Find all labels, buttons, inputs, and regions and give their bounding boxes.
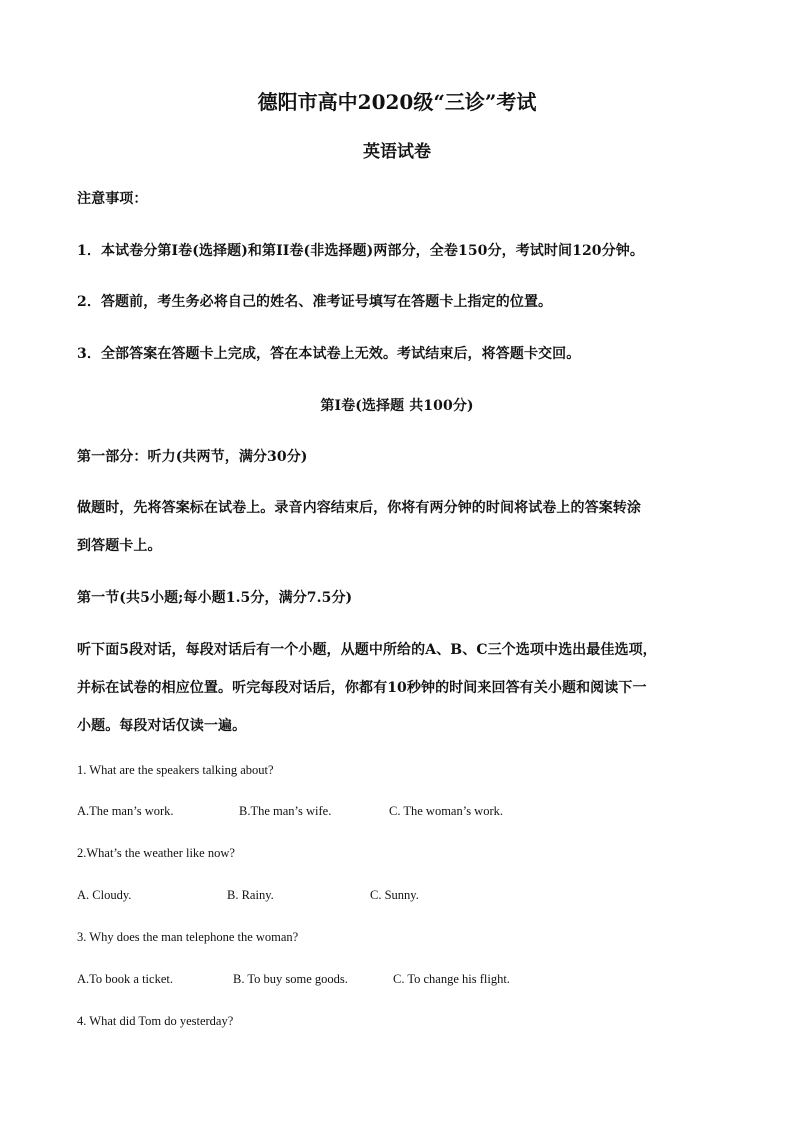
question-1-option-c: C. The woman’s work. bbox=[389, 804, 503, 818]
question-1-stem: 1. What are the speakers talking about? bbox=[77, 763, 274, 777]
notice-item-2: 2．答题前，考生务必将自己的姓名、准考证号填写在答题卡上指定的位置。 bbox=[77, 294, 553, 310]
part1-instruction-line-1: 做题时，先将答案标在试卷上。录音内容结束后，你将有两分钟的时间将试卷上的答案转涂 bbox=[77, 500, 641, 516]
question-3-option-a: A.To book a ticket. bbox=[77, 972, 173, 986]
part1-instruction-line-2: 到答题卡上。 bbox=[77, 538, 162, 554]
question-2-option-a: A. Cloudy. bbox=[77, 888, 132, 902]
exam-title: 德阳市高中2020级“三诊”考试 bbox=[257, 90, 537, 114]
volume1-title: 第I卷(选择题 共100分) bbox=[320, 398, 474, 414]
section1-instruction-line-2: 并标在试卷的相应位置。听完每段对话后，你都有10秒钟的时间来回答有关小题和阅读下一 bbox=[77, 680, 647, 696]
section1-title: 第一节(共5小题;每小题1.5分，满分7.5分) bbox=[77, 590, 353, 606]
question-1-option-b: B.The man’s wife. bbox=[239, 804, 332, 818]
question-1-option-a: A.The man’s work. bbox=[77, 804, 174, 818]
question-3-stem: 3. Why does the man telephone the woman? bbox=[77, 930, 299, 944]
notice-heading: 注意事项： bbox=[77, 191, 148, 207]
question-2-option-c: C. Sunny. bbox=[370, 888, 419, 902]
section1-instruction-line-3: 小题。每段对话仅读一遍。 bbox=[77, 718, 247, 734]
question-3-option-c: C. To change his flight. bbox=[393, 972, 510, 986]
exam-subtitle: 英语试卷 bbox=[363, 142, 431, 162]
question-2-stem: 2.What’s the weather like now? bbox=[77, 846, 235, 860]
question-3-option-b: B. To buy some goods. bbox=[233, 972, 348, 986]
part1-title: 第一部分：听力(共两节，满分30分) bbox=[77, 449, 308, 465]
notice-item-3: 3．全部答案在答题卡上完成，答在本试卷上无效。考试结束后，将答题卡交回。 bbox=[77, 346, 581, 362]
section1-instruction-line-1: 听下面5段对话，每段对话后有一个小题，从题中所给的A、B、C三个选项中选出最佳选项， bbox=[77, 642, 657, 658]
question-4-stem: 4. What did Tom do yesterday? bbox=[77, 1014, 234, 1028]
notice-item-1: 1．本试卷分第I卷(选择题)和第II卷(非选择题)两部分，全卷150分，考试时间120分钟。 bbox=[77, 243, 644, 259]
question-2-option-b: B. Rainy. bbox=[227, 888, 274, 902]
